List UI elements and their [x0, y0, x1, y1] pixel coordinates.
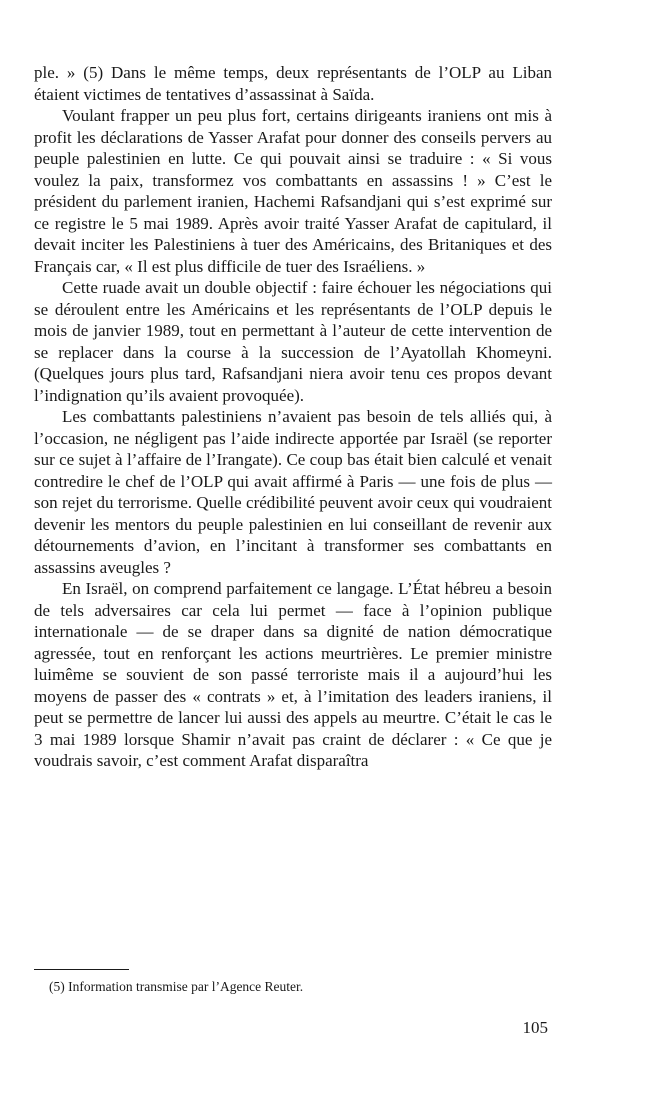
- footnote-divider: [34, 969, 129, 970]
- paragraph-combattants: Les combattants palestiniens n’avaient pas besoin de tels alliés qui, à l’occasion, ne négligent pas l’aide indirecte apportée par Israël (se reporter sur ce sujet à l’affaire de l’Irangate). Ce coup bas était bien calculé et venait contredire le chef de l’OLP qui avait affirmé à Paris — une fois de plus — son rejet du terrorisme. Quelle crédibilité peuvent avoir ceux qui voudraient devenir les mentors du peuple palestinien en lui conseillant de revenir aux détournements d’avion, en l’incitant à transformer ses combattants en assassins aveugles ?: [34, 407, 552, 577]
- paragraph-israel: En Israël, on comprend parfaitement ce langage. L’État hébreu a besoin de tels adversaires car cela lui permet — face à l’opinion publique internationale — de se draper dans sa dignité de nation démocratique agressée, tout en renforçant les actions meurtrières. Le premier ministre luimême se souvient de son passé terroriste mais il a aujourd’hui les moyens de passer des « contrats » et, à l’imitation des leaders iraniens, il peut se permettre de lancer lui aussi des appels au meurtre. C’était le cas le 3 mai 1989 lorsque Shamir n’avait pas craint de déclarer : « Ce que je voudrais savoir, c’est comment Arafat disparaîtra: [34, 579, 552, 770]
- paragraph-rafsandjani: Voulant frapper un peu plus fort, certains dirigeants iraniens ont mis à profit les déclarations de Yasser Arafat pour donner des conseils pervers au peuple palestinien en lutte. Ce qui pouvait ainsi se traduire : « Si vous voulez la paix, transformez vos combattants en assassins ! » C’est le président du parlement iranien, Hachemi Rafsandjani qui s’est exprimé sur ce registre le 5 mai 1989. Après avoir traité Yasser Arafat de capitulard, il devait inciter les Palestiniens à tuer des Américains, des Britaniques et des Français car, « Il est plus difficile de tuer des Israéliens. »: [34, 106, 552, 276]
- paragraph-continuation: ple. » (5) Dans le même temps, deux représentants de l’OLP au Liban étaient victimes de tentatives d’assassinat à Saïda.: [34, 63, 552, 104]
- page-body: [34, 62, 552, 772]
- body-text: [34, 62, 552, 772]
- page-number: 105: [522, 1018, 548, 1037]
- footnote: (5) Information transmise par l’Agence Reuter.: [49, 979, 304, 994]
- paragraph-double-objectif: Cette ruade avait un double objectif : faire échouer les négociations qui se déroulent entre les Américains et les représentants de l’OLP depuis le mois de janvier 1989, tout en permettant à l’auteur de cette intervention de se replacer dans la course à la succession de l’Ayatollah Khomeyni. (Quelques jours plus tard, Rafsandjani niera avoir tenu ces propos devant l’indignation qu’ils avaient provoquée).: [34, 278, 552, 405]
